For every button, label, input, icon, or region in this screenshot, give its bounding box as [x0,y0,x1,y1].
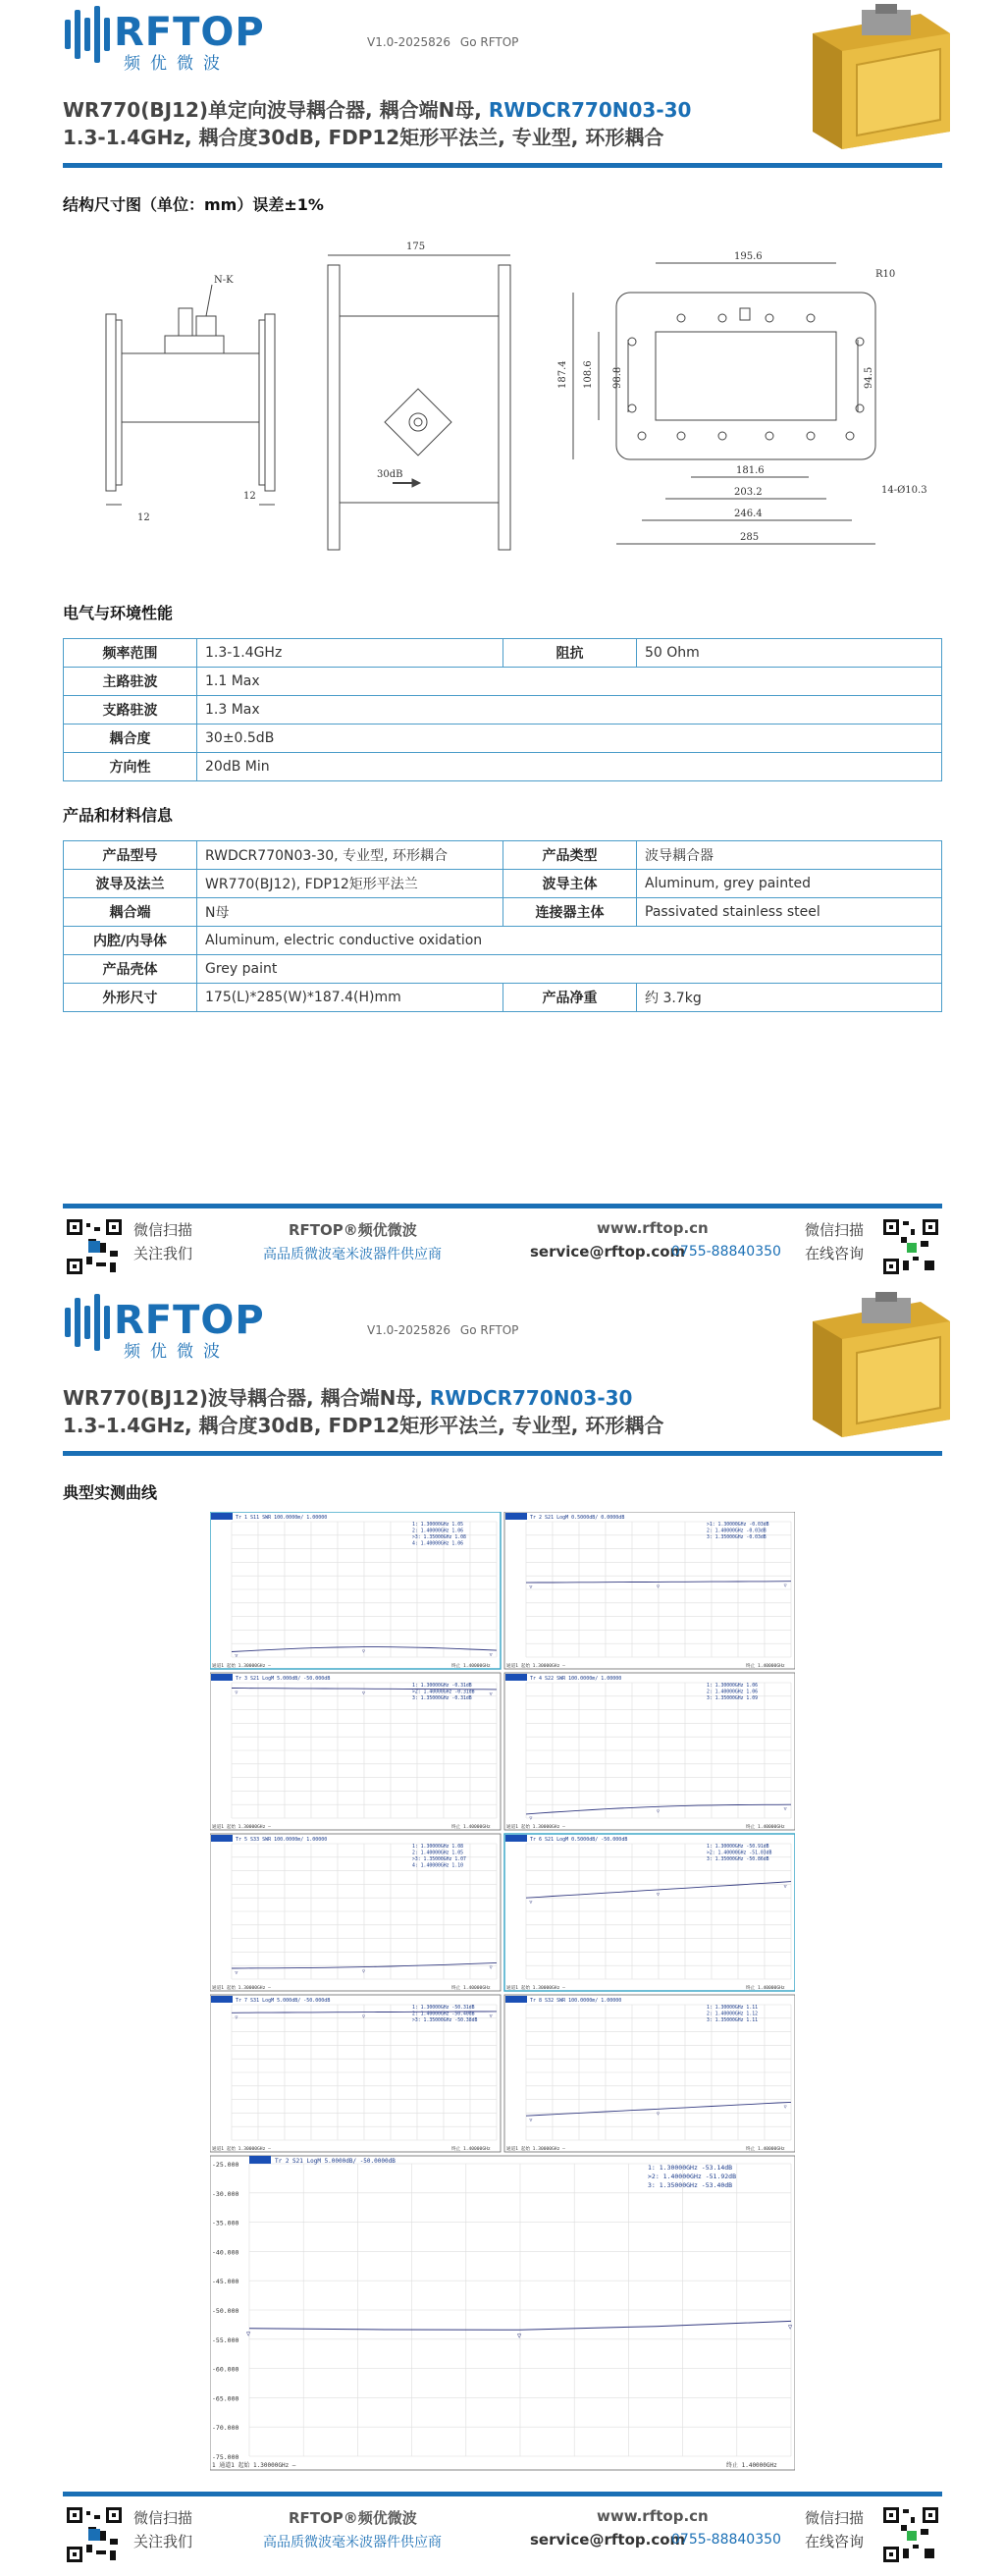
marker-triangle: ▽ [529,2117,533,2123]
product-image-2 [803,1292,960,1439]
title-line-2: 1.3-1.4GHz, 耦合度30dB, FDP12矩形平法兰, 专业型, 环形耦合 [63,126,664,149]
trace-tag [505,1996,527,2003]
section-curves: 典型实测曲线 [63,1483,158,1502]
footer-brand-p2: RFTOP®频优微波 [289,2509,417,2527]
trace-tag [211,1674,233,1681]
footer-rule [63,1204,942,1208]
marker-text: 3: 1.35000GHz 1.11 [707,2018,758,2023]
marker-text: 2: 1.40000GHz 1.06 [707,1690,758,1695]
label-181: 181.6 [736,465,765,476]
plot-stop: 终止 1.40000GHz [746,1825,785,1830]
marker-triangle: ▽ [362,2013,366,2020]
footer-phone-p2[interactable]: 0755-88840350 [671,2532,781,2548]
y-tick-label: -25.000 [212,2161,239,2169]
version-line [361,35,518,49]
label-holes: 14-Ø10.3 [881,485,927,496]
plot-stop: 终止 1.40000GHz [746,1664,785,1669]
table-row: 耦合度 30±0.5dB [64,724,942,753]
section-electrical: 电气与环境性能 [63,604,174,622]
marker-text: 2: 1.40000GHz 1.06 [412,1529,463,1534]
plot-start: 通道1 起始 1.30000GHz — [506,2147,565,2152]
table-row: 耦合端 N母 连接器主体 Passivated stainless steel [64,898,942,927]
marker-triangle: ▽ [783,1806,787,1813]
version-text-2: V1.0-2025826 [367,1323,451,1337]
y-tick-label: -75.000 [212,2453,239,2461]
table-row: 产品型号 RWDCR770N03-30, 专业型, 环形耦合 产品类型 波导耦合器 [64,841,942,870]
marker-triangle: ▽ [362,1968,366,1975]
electrical-table [63,638,942,781]
marker-triangle: ▽ [529,1899,533,1905]
marker-text: >3: 1.35000GHz 1.08 [412,1535,466,1540]
plot-stop: 终止 1.40000GHz [451,2147,491,2152]
marker-triangle: ▽ [783,2104,787,2111]
marker-triangle: ▽ [529,1584,533,1591]
marker-text: >3: 1.35000GHz 1.07 [412,1857,466,1862]
trace-tag [505,1835,527,1842]
footer-rule-2 [63,2492,942,2496]
y-tick-label: -40.000 [212,2248,239,2257]
label-108: 108.6 [583,360,594,389]
plot-title-2: Tr 2 S21 LogM 0.5000dB/ 0.0000dB [530,1515,625,1521]
logo-text: RFTOP [114,10,265,55]
big-plot-title: Tr 2 S21 LogM 5.0000dB/ -50.0000dB [275,2158,396,2165]
marker-text: 1: 1.30000GHz 1.05 [412,1523,463,1528]
trace-tag-big [249,2156,271,2164]
section-drawing: 结构尺寸图（单位：mm）误差±1% [63,195,324,214]
marker-text: >2: 1.40000GHz -0.31dB [412,1690,475,1695]
footer-online-p2: 在线咨询 [805,2533,865,2550]
marker-text: >1: 1.30000GHz -0.03dB [707,1523,769,1528]
version-text: V1.0-2025826 [367,35,451,49]
title-line-1: WR770(BJ12)单定向波导耦合器, 耦合端N母, RWDCR770N03-30 [63,98,692,122]
marker-triangle: ▽ [362,1648,366,1655]
y-tick-label: -60.000 [212,2365,239,2374]
label-r10: R10 [875,269,896,280]
table-row: 内腔/内导体 Aluminum, electric conductive oxidation [64,927,942,955]
footer-slogan: 高品质微波毫米波器件供应商 [263,1247,442,1262]
marker-triangle: ▽ [657,1808,661,1815]
marker-text: >3: 1.35000GHz -50.38dB [412,2018,478,2023]
marker-triangle: ▽ [489,1690,493,1697]
marker-triangle: ▽ [657,1891,661,1898]
label-98: 98.8 [612,366,623,389]
label-175: 175 [406,242,426,252]
go-rftop-link-2[interactable]: Go RFTOP [459,1323,519,1337]
label-187: 187.4 [557,360,568,389]
big-marker-text: 3: 1.35000GHz -53.40dB [648,2181,733,2189]
trace-tag [211,1513,233,1520]
label-195: 195.6 [734,251,763,262]
header-rule [63,163,942,168]
plot-title-8: Tr 8 S32 SWR 100.0000m/ 1.00000 [530,1998,622,2004]
y-tick-label: -65.000 [212,2394,239,2403]
y-tick-label: -45.000 [212,2278,239,2286]
y-tick-label: -35.000 [212,2219,239,2227]
label-12b: 12 [243,491,256,502]
table-row: 方向性 20dB Min [64,753,942,781]
label-285: 285 [740,532,760,543]
part-number-2: RWDCR770N03-30 [429,1386,633,1410]
y-tick-label: -30.000 [212,2189,239,2198]
part-number: RWDCR770N03-30 [488,98,692,122]
marker-triangle: ▽ [783,1583,787,1589]
big-plot-start: 1 通道1 起始 1.30000GHz — [212,2462,296,2469]
footer-wechat-scan-2-p2: 微信扫描 [805,2509,865,2527]
big-marker-triangle: ▽ [517,2332,522,2340]
mechanical-drawing [63,226,946,579]
footer-follow: 关注我们 [133,1245,193,1262]
material-table [63,840,942,1012]
label-nk: N-K [214,275,234,286]
plot-title-3: Tr 3 S21 LogM 5.000dB/ -50.000dB [236,1676,331,1682]
marker-triangle: ▽ [489,1651,493,1658]
measured-curves [210,1512,795,2474]
marker-text: 4: 1.40000GHz 1.06 [412,1541,463,1547]
y-tick-label: -70.000 [212,2424,239,2433]
marker-text: >2: 1.40000GHz -51.03dB [707,1851,772,1856]
front-view [328,255,510,550]
logo-subtitle-2: 频优微波 [124,1342,230,1362]
marker-text: 4: 1.40000GHz 1.10 [412,1863,463,1869]
marker-text: 3: 1.35000GHz -0.31dB [412,1696,472,1701]
product-image [803,4,960,151]
footer-email[interactable]: service@rftop.com [530,1243,686,1261]
title-line-1-page2: WR770(BJ12)波导耦合器, 耦合端N母, RWDCR770N03-30 [63,1386,633,1410]
marker-text: 1: 1.30000GHz -50.91dB [707,1845,769,1850]
plot-start: 通道1 起始 1.30000GHz — [212,1664,271,1669]
logo-subtitle: 频优微波 [124,54,230,74]
marker-triangle: ▽ [235,1969,238,1976]
plot-title-7: Tr 7 S31 LogM 5.000dB/ -50.000dB [236,1998,331,2004]
footer-slogan-p2: 高品质微波毫米波器件供应商 [263,2535,442,2550]
big-plot-stop: 终止 1.40000GHz [726,2462,777,2469]
footer-online: 在线咨询 [805,1245,865,1262]
plot-title-4: Tr 4 S22 SWR 100.0000m/ 1.00000 [530,1676,622,1682]
plot-start: 通道1 起始 1.30000GHz — [506,1825,565,1830]
plot-start: 通道1 起始 1.30000GHz — [506,1986,565,1991]
plot-start: 通道1 起始 1.30000GHz — [212,1986,271,1991]
qr-code-icon-4[interactable] [881,2505,940,2564]
plot-start: 通道1 起始 1.30000GHz — [506,1664,565,1669]
footer [63,1204,942,1286]
trace-tag [211,1835,233,1842]
marker-triangle: ▽ [235,2014,238,2021]
marker-text: 2: 1.40000GHz -0.03dB [707,1529,767,1534]
plot-start: 通道1 起始 1.30000GHz — [212,2147,271,2152]
label-94: 94.5 [864,366,874,389]
section-material: 产品和材料信息 [63,806,174,825]
big-marker-text: 1: 1.30000GHz -53.14dB [648,2164,733,2172]
plot-stop: 终止 1.40000GHz [451,1664,491,1669]
marker-text: 1: 1.30000GHz 1.11 [707,2006,758,2011]
trace-tag [211,1996,233,2003]
footer-brand: RFTOP®频优微波 [289,1221,417,1239]
plot-title-1: Tr 1 S11 SWR 100.0000m/ 1.00000 [236,1515,328,1521]
footer-email-p2[interactable]: service@rftop.com [530,2531,686,2549]
y-tick-label: -50.000 [212,2307,239,2315]
plot-stop: 终止 1.40000GHz [451,1986,491,1991]
label-203: 203.2 [734,487,763,498]
marker-triangle: ▽ [489,1964,493,1971]
table-row: 频率范围 1.3-1.4GHz 阻抗 50 Ohm [64,639,942,668]
flange-view [573,263,875,544]
marker-text: 2: 1.40000GHz 1.05 [412,1851,463,1856]
table-row: 产品壳体 Grey paint [64,955,942,984]
plot-title-6: Tr 6 S21 LogM 0.5000dB/ -50.000dB [530,1837,628,1843]
footer-website[interactable]: www.rftop.cn [597,1219,709,1237]
footer-website-p2[interactable]: www.rftop.cn [597,2507,709,2525]
marker-triangle: ▽ [783,1883,787,1890]
footer-wechat-scan: 微信扫描 [133,1221,193,1239]
footer-phone[interactable]: 0755-88840350 [671,1244,781,1260]
qr-code-icon-3[interactable] [65,2505,124,2564]
qr-code-icon[interactable] [65,1217,124,1276]
marker-triangle: ▽ [657,2111,661,2118]
marker-triangle: ▽ [235,1653,238,1660]
plot-title-5: Tr 5 S33 SWR 100.0000m/ 1.00000 [236,1837,328,1843]
footer-wechat-scan-2: 微信扫描 [805,1221,865,1239]
marker-triangle: ▽ [529,1815,533,1822]
y-tick-label: -55.000 [212,2335,239,2344]
trace-tag [505,1513,527,1520]
marker-triangle: ▽ [235,1690,238,1696]
footer-wechat-scan-p2: 微信扫描 [133,2509,193,2527]
marker-text: 2: 1.40000GHz 1.12 [707,2012,758,2017]
logo-text-2: RFTOP [114,1298,265,1343]
trace-tag [505,1674,527,1681]
marker-text: 3: 1.35000GHz -0.03dB [707,1535,767,1540]
table-row: 外形尺寸 175(L)*285(W)*187.4(H)mm 产品净重 约 3.7kg [64,984,942,1012]
header-rule-2 [63,1451,942,1456]
title-line-2-page2: 1.3-1.4GHz, 耦合度30dB, FDP12矩形平法兰, 专业型, 环形耦合 [63,1414,664,1437]
big-plot-frame [210,2156,795,2470]
marker-text: 1: 1.30000GHz 1.06 [707,1684,758,1689]
footer-follow-p2: 关注我们 [133,2533,193,2550]
plot-stop: 终止 1.40000GHz [451,1825,491,1830]
marker-triangle: ▽ [657,1583,661,1590]
big-marker-triangle: ▽ [246,2330,251,2338]
label-246: 246.4 [734,509,763,519]
table-row: 主路驻波 1.1 Max [64,668,942,696]
marker-triangle: ▽ [489,2012,493,2019]
marker-text: 1: 1.30000GHz -0.31dB [412,1684,472,1689]
side-view [106,285,275,505]
label-30db: 30dB [377,469,403,480]
marker-text: 1: 1.30000GHz -50.31dB [412,2006,475,2011]
label-12a: 12 [137,512,150,523]
qr-code-icon-2[interactable] [881,1217,940,1276]
go-rftop-link[interactable]: Go RFTOP [459,35,519,49]
marker-triangle: ▽ [362,1690,366,1697]
big-marker-text: >2: 1.40000GHz -51.92dB [648,2173,737,2180]
table-row: 波导及法兰 WR770(BJ12), FDP12矩形平法兰 波导主体 Aluminum, grey painted [64,870,942,898]
footer-2 [63,2492,942,2574]
plot-stop: 终止 1.40000GHz [746,2147,785,2152]
page-2 [0,1288,1005,2576]
plot-start: 通道1 起始 1.30000GHz — [212,1825,271,1830]
version-line-2 [361,1323,518,1337]
big-marker-triangle: ▽ [788,2323,793,2332]
marker-text: 1: 1.30000GHz 1.08 [412,1845,463,1850]
marker-text: 2: 1.40000GHz -50.40dB [412,2012,475,2017]
marker-text: 3: 1.35000GHz -50.86dB [707,1857,769,1862]
marker-text: 3: 1.35000GHz 1.09 [707,1696,758,1701]
plot-stop: 终止 1.40000GHz [746,1986,785,1991]
table-row: 支路驻波 1.3 Max [64,696,942,724]
